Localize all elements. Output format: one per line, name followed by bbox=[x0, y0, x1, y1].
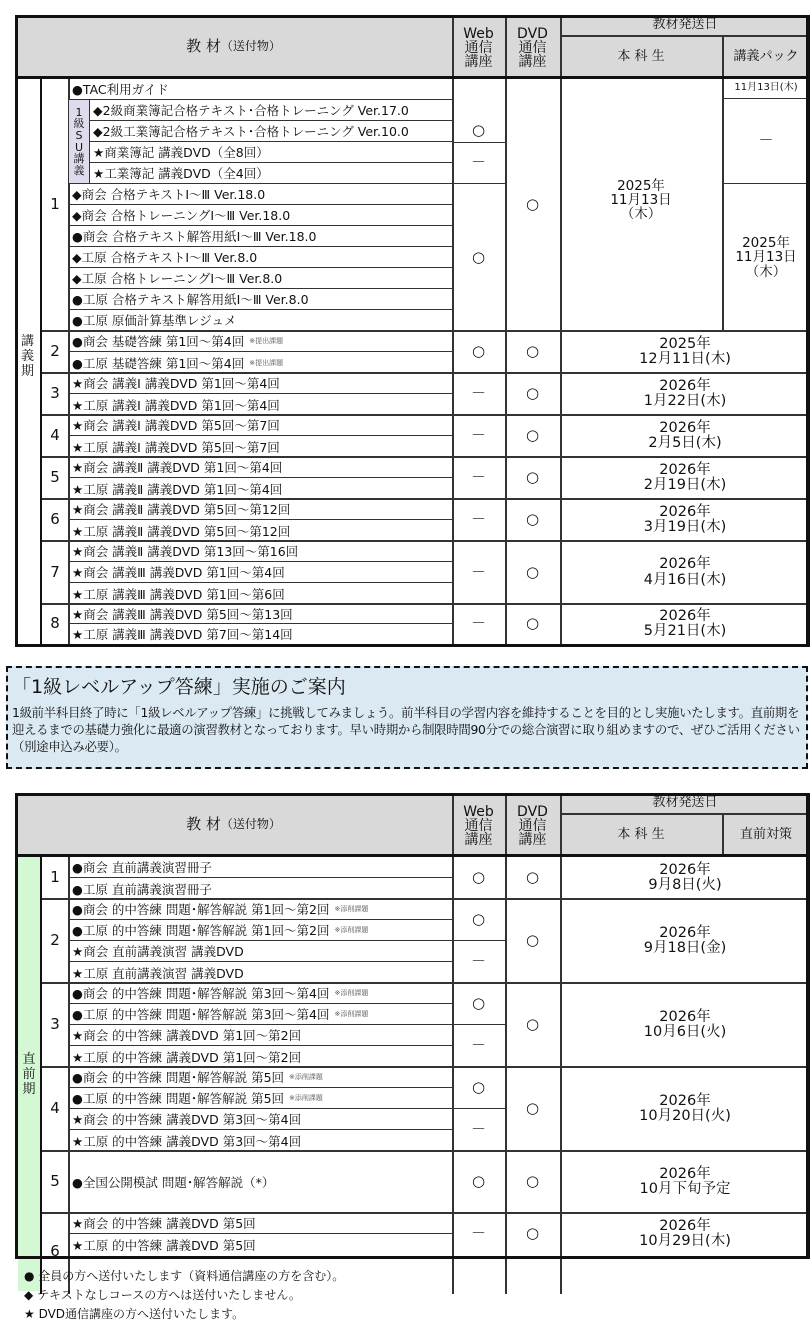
material-item: ★工原 講義Ⅰ 講義DVD 第1回～第4回 bbox=[72, 397, 280, 413]
material-item: ★工原 的中答練 講義DVD 第5回 bbox=[72, 1237, 256, 1253]
date-line: 2026年 bbox=[659, 1165, 711, 1182]
web-mark: － bbox=[452, 142, 505, 184]
web-mark: － bbox=[470, 614, 486, 633]
header-web-line: Web bbox=[463, 804, 494, 820]
row-number: 1 bbox=[50, 868, 60, 887]
su-char: S bbox=[75, 128, 83, 142]
date-line: 10月29日(木) bbox=[639, 1233, 731, 1249]
material-item: ◆2級商業簿記合格テキスト･合格トレーニング Ver.17.0 bbox=[90, 100, 452, 121]
material-item: ★商会 講義Ⅰ 講義DVD 第5回～第7回 bbox=[69, 415, 452, 436]
dvd-mark: ○ bbox=[525, 1224, 540, 1243]
date-line: （木） bbox=[620, 206, 662, 223]
date-line: 2026年 bbox=[659, 1092, 711, 1109]
material-text: ●工原 基礎答練 第1回～第4回 bbox=[72, 355, 245, 371]
material-text: ●商会 的中答練 問題･解答解説 第1回～第2回 bbox=[72, 902, 330, 917]
row-number: 2 bbox=[50, 342, 60, 361]
material-item: ★商業簿記 講義DVD（全8回） bbox=[90, 142, 452, 163]
web-mark: － bbox=[470, 1224, 486, 1243]
date-line: 11月13日 bbox=[735, 249, 797, 266]
web-mark: － bbox=[470, 468, 486, 487]
date-line: 2026年 bbox=[659, 924, 711, 941]
material-item: ★工原 直前講義演習 講義DVD bbox=[72, 965, 244, 981]
header-honka: 本 科 生 bbox=[617, 48, 665, 64]
dvd-mark: ○ bbox=[525, 342, 540, 361]
row-number: 4 bbox=[50, 1099, 60, 1118]
web-mark: － bbox=[470, 384, 486, 403]
legend-dvd: ★ DVD通信講座の方へ送付いたします。 bbox=[24, 1307, 245, 1321]
pack-mark: － bbox=[722, 99, 810, 184]
web-mark: ○ bbox=[471, 342, 486, 361]
row-number: 4 bbox=[50, 426, 60, 445]
row-number: 5 bbox=[50, 1172, 60, 1191]
dvd-mark: ○ bbox=[525, 426, 540, 445]
web-mark: － bbox=[470, 952, 486, 971]
date-line: 2025年 bbox=[659, 335, 711, 352]
header-web-line: 講座 bbox=[464, 54, 493, 70]
dvd-mark: ○ bbox=[525, 614, 540, 633]
header-dvd-line: DVD bbox=[517, 804, 548, 820]
correction-note: ※添削課題 bbox=[334, 989, 369, 997]
date-line: 2026年 bbox=[659, 461, 711, 478]
header-dvd-line: 通信 bbox=[518, 40, 547, 56]
dvd-mark: ○ bbox=[525, 931, 540, 950]
su-char: 1 bbox=[75, 105, 83, 119]
material-text: ●工原 的中答練 問題･解答解説 第3回～第4回 bbox=[72, 1007, 330, 1022]
su-char: 義 bbox=[73, 163, 85, 177]
web-mark: ○ bbox=[452, 983, 505, 1025]
date-line: 11月13日 bbox=[610, 192, 672, 209]
date-line: 3月19日(木) bbox=[643, 519, 727, 535]
correction-note: ※添削課題 bbox=[289, 1094, 323, 1102]
material-text: ●工原 的中答練 問題･解答解説 第1回～第2回 bbox=[72, 923, 330, 938]
web-mark: ○ bbox=[452, 899, 505, 941]
material-item: ◆工原 合格テキストⅠ～Ⅲ Ver.8.0 bbox=[69, 247, 452, 268]
date-line: 12月11日(木) bbox=[639, 351, 731, 367]
date-line: 10月20日(火) bbox=[639, 1108, 731, 1124]
material-item: ◆商会 合格テキストⅠ～Ⅲ Ver.18.0 bbox=[69, 184, 452, 205]
web-mark: ○ bbox=[452, 79, 505, 184]
web-mark: ○ bbox=[471, 868, 486, 887]
submission-note: ※提出課題 bbox=[249, 358, 284, 367]
period-char: 講 bbox=[20, 334, 34, 349]
web-mark: － bbox=[470, 426, 486, 445]
su-char: 級 bbox=[73, 117, 85, 131]
dvd-mark: ○ bbox=[525, 1015, 540, 1034]
header-web-line: Web bbox=[463, 26, 494, 42]
material-item: ★工原 講義Ⅱ 講義DVD 第5回～第12回 bbox=[72, 523, 291, 539]
row-number: 2 bbox=[50, 931, 60, 950]
header-dvd-line: 通信 bbox=[518, 818, 547, 834]
material-item: ★工原 講義Ⅰ 講義DVD 第5回～第7回 bbox=[72, 439, 280, 455]
row-number: 3 bbox=[50, 1015, 60, 1034]
correction-note: ※添削課題 bbox=[334, 1010, 369, 1018]
dvd-mark: ○ bbox=[525, 384, 540, 403]
lecture-period-table bbox=[15, 15, 810, 647]
date-line: 2025年 bbox=[742, 235, 790, 252]
material-item: ★工業簿記 講義DVD（全4回） bbox=[90, 163, 452, 184]
ship-date-pack: 11月13日(木) bbox=[722, 79, 810, 99]
row-number: 6 bbox=[50, 510, 60, 529]
header-ship-date: 教材発送日 bbox=[652, 795, 718, 811]
material-item: ●商会 直前講義演習冊子 bbox=[69, 857, 452, 878]
header-dvd-line: 講座 bbox=[518, 54, 547, 70]
header-material-sub: （送付物） bbox=[220, 817, 281, 832]
date-line: 10月6日(火) bbox=[643, 1024, 727, 1040]
header-web-line: 講座 bbox=[464, 832, 493, 848]
web-mark: － bbox=[470, 1036, 486, 1055]
row-number: 3 bbox=[50, 384, 60, 403]
date-line: 2026年 bbox=[659, 503, 711, 520]
material-item: ★商会 的中答練 講義DVD 第5回 bbox=[69, 1213, 452, 1234]
notice-body: 1級前半科目終了時に「1級レベルアップ答練」に挑戦してみましょう。前半科目の学習内容を維持することを目的とし実施いたします。直前期を迎えるまでの基礎力強化に最適の演習教材となっております。早い時期から制限時間90分での総合演習に取り組めますので、ぜひご活用ください（別途申込み必要）。 bbox=[12, 705, 800, 754]
dvd-mark: ○ bbox=[525, 562, 540, 581]
material-item: ◆工原 合格トレーニングⅠ～Ⅲ Ver.8.0 bbox=[69, 268, 452, 289]
header-material-label: 教 材 bbox=[186, 36, 221, 55]
material-item: ★商会 講義Ⅲ 講義DVD 第5回～第13回 bbox=[69, 604, 452, 624]
correction-note: ※添削課題 bbox=[334, 905, 369, 913]
material-item: ●商会 合格テキスト解答用紙Ⅰ～Ⅲ Ver.18.0 bbox=[69, 226, 452, 247]
date-line: （木） bbox=[745, 263, 787, 280]
dvd-mark: ○ bbox=[525, 510, 540, 529]
date-line: 9月8日(火) bbox=[648, 877, 722, 893]
material-item: ★商会 直前講義演習 講義DVD bbox=[69, 941, 452, 962]
period-char: 義 bbox=[20, 348, 34, 364]
correction-note: ※添削課題 bbox=[289, 1073, 323, 1081]
date-line: 2026年 bbox=[659, 556, 711, 573]
web-mark: － bbox=[470, 562, 486, 581]
row-number: 6 bbox=[50, 1242, 60, 1261]
period-char: 直 bbox=[22, 1052, 36, 1067]
material-item: ●工原 合格テキスト解答用紙Ⅰ～Ⅲ Ver.8.0 bbox=[69, 289, 452, 310]
final-period-table bbox=[15, 793, 810, 1294]
legend-all: ● 全員の方へ送付いたします（資料通信講座の方を含む）。 bbox=[24, 1269, 345, 1283]
material-item: ★工原 的中答練 講義DVD 第3回～第4回 bbox=[72, 1133, 302, 1149]
material-item: ●TAC利用ガイド bbox=[69, 79, 452, 100]
period-char: 期 bbox=[22, 1081, 36, 1097]
header-web-line: 通信 bbox=[464, 40, 493, 56]
material-item: ★商会 講義Ⅰ 講義DVD 第1回～第4回 bbox=[69, 373, 452, 394]
material-item: ★商会 講義Ⅱ 講義DVD 第5回～第12回 bbox=[69, 499, 452, 520]
material-item: ★商会 講義Ⅲ 講義DVD 第1回～第4回 bbox=[69, 562, 452, 583]
header-pack: 講義パック bbox=[733, 48, 799, 64]
web-mark: ○ bbox=[471, 247, 486, 266]
header-material-sub: （送付物） bbox=[220, 39, 281, 54]
header-dvd-line: 講座 bbox=[518, 832, 547, 848]
material-item: ◆商会 合格トレーニングⅠ～Ⅲ Ver.18.0 bbox=[69, 205, 452, 226]
date-line: 2026年 bbox=[659, 1217, 711, 1234]
web-mark: － bbox=[470, 1120, 486, 1139]
su-char: U bbox=[74, 140, 84, 154]
material-item: ★商会 的中答練 講義DVD 第3回～第4回 bbox=[69, 1109, 452, 1130]
date-line: 10月下旬予定 bbox=[639, 1181, 731, 1197]
material-item: ●工原 直前講義演習冊子 bbox=[72, 881, 212, 897]
submission-note: ※提出課題 bbox=[249, 337, 284, 345]
material-item: ★工原 講義Ⅲ 講義DVD 第7回～第14回 bbox=[72, 627, 293, 642]
su-char: 講 bbox=[73, 152, 85, 166]
date-line: 2026年 bbox=[659, 1008, 711, 1025]
date-line: 2025年 bbox=[617, 178, 665, 194]
material-item: ◆2級工業簿記合格テキスト･合格トレーニング Ver.10.0 bbox=[90, 121, 452, 142]
date-line: 2月5日(木) bbox=[648, 435, 722, 451]
date-line: 5月21日(木) bbox=[643, 623, 727, 639]
header-ship-date: 教材発送日 bbox=[652, 17, 718, 33]
material-text: ●工原 的中答練 問題･解答解説 第5回 bbox=[72, 1091, 285, 1106]
dvd-mark: ○ bbox=[525, 1099, 540, 1118]
date-line: 4月16日(木) bbox=[643, 571, 727, 588]
web-mark: ○ bbox=[471, 1172, 486, 1191]
material-text: ●商会 的中答練 問題･解答解説 第5回 bbox=[72, 1070, 285, 1085]
material-item: ★工原 講義Ⅱ 講義DVD 第1回～第4回 bbox=[72, 481, 283, 497]
material-item: ●全国公開模試 問題･解答解説（*） bbox=[72, 1175, 275, 1190]
web-mark: － bbox=[470, 510, 486, 529]
date-line: 9月18日(金) bbox=[643, 940, 727, 956]
period-char: 前 bbox=[22, 1066, 36, 1082]
header-material-label: 教 材 bbox=[186, 814, 221, 833]
material-item: ★工原 的中答練 講義DVD 第1回～第2回 bbox=[72, 1049, 302, 1065]
material-text: ●商会 的中答練 問題･解答解説 第3回～第4回 bbox=[72, 986, 330, 1001]
legend-no-text: ◆ テキストなしコースの方へは送付いたしません。 bbox=[24, 1288, 301, 1302]
header-dvd-line: DVD bbox=[517, 26, 548, 42]
dvd-mark: ○ bbox=[525, 868, 540, 887]
notice-title: 「1級レベルアップ答練」実施のご案内 bbox=[12, 676, 346, 698]
correction-note: ※添削課題 bbox=[334, 926, 369, 934]
date-line: 2月19日(木) bbox=[643, 477, 727, 493]
date-line: 2026年 bbox=[659, 607, 711, 624]
header-web-line: 通信 bbox=[464, 818, 493, 834]
date-line: 2026年 bbox=[659, 377, 711, 394]
row-number: 1 bbox=[50, 195, 60, 214]
date-line: 1月22日(木) bbox=[643, 393, 727, 409]
date-line: 2026年 bbox=[659, 419, 711, 436]
material-item: ★商会 的中答練 講義DVD 第1回～第2回 bbox=[69, 1025, 452, 1046]
header-chokuzen: 直前対策 bbox=[739, 826, 792, 842]
material-item: ★商会 講義Ⅱ 講義DVD 第1回～第4回 bbox=[69, 457, 452, 478]
material-item: ★商会 講義Ⅱ 講義DVD 第13回～第16回 bbox=[69, 541, 452, 562]
material-item: ★工原 講義Ⅲ 講義DVD 第1回～第6回 bbox=[72, 586, 285, 602]
material-text: ●商会 基礎答練 第1回～第4回 bbox=[72, 334, 245, 349]
dvd-mark: ○ bbox=[525, 195, 540, 214]
row-number: 8 bbox=[50, 614, 60, 633]
row-number: 7 bbox=[50, 562, 60, 581]
material-item: ●工原 原価計算基準レジュメ bbox=[69, 310, 452, 331]
web-mark: ○ bbox=[452, 1067, 505, 1109]
header-honka: 本 科 生 bbox=[617, 826, 665, 842]
row-number: 5 bbox=[50, 468, 60, 487]
period-char: 期 bbox=[20, 363, 34, 379]
levelup-notice bbox=[6, 666, 808, 769]
date-line: 2026年 bbox=[659, 861, 711, 878]
dvd-mark: ○ bbox=[525, 1172, 540, 1191]
dvd-mark: ○ bbox=[525, 468, 540, 487]
